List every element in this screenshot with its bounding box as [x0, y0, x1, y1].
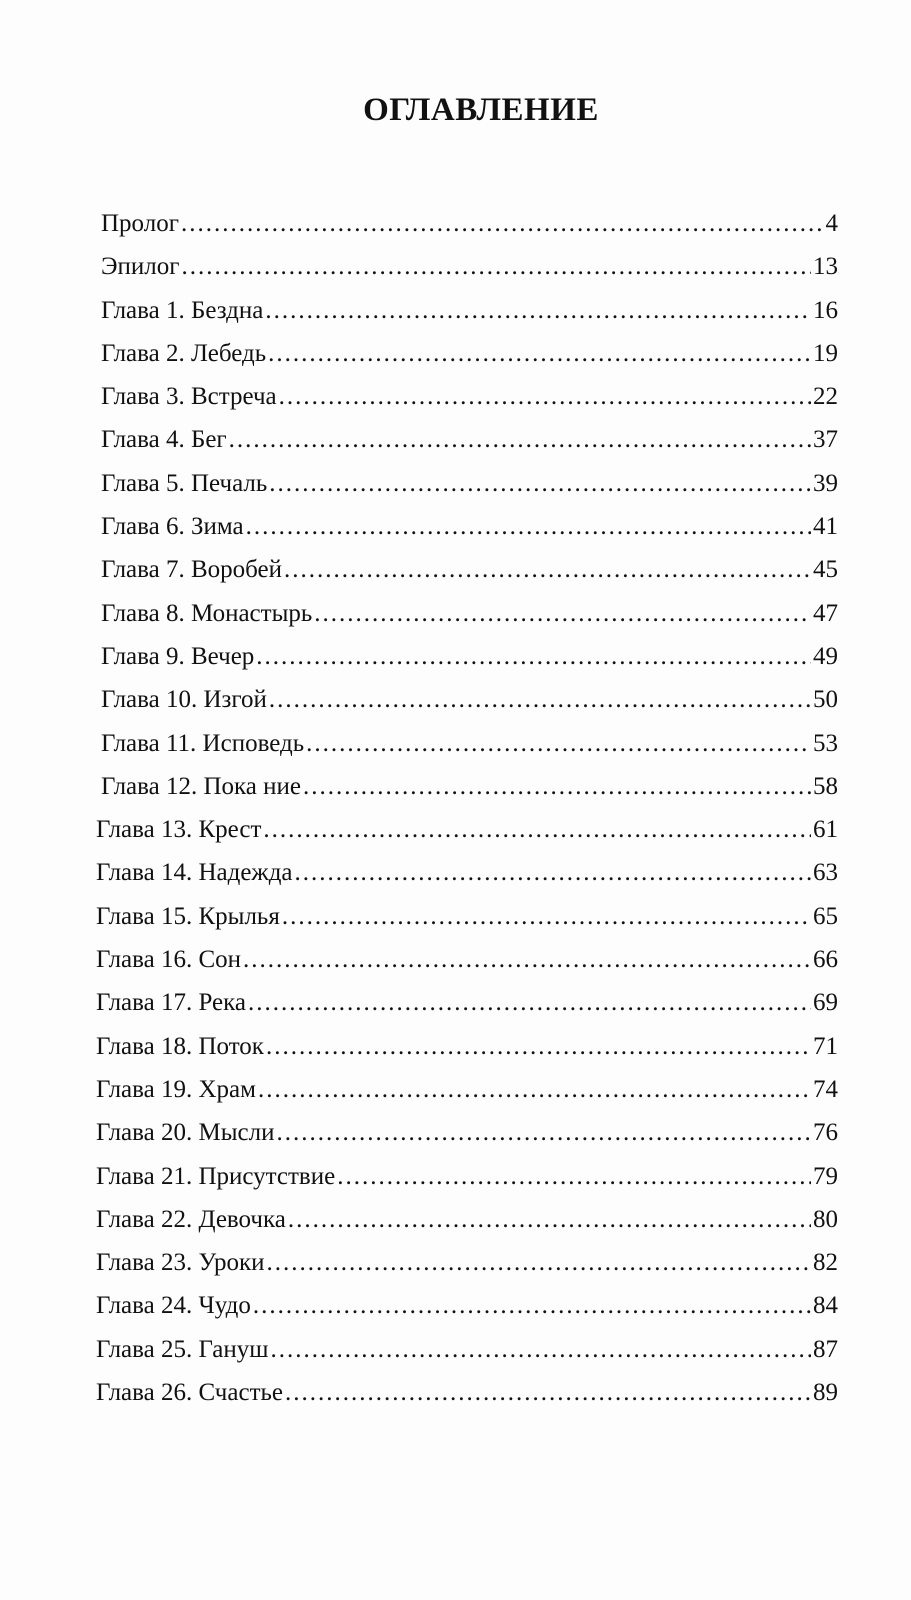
toc-entry: [96, 946, 838, 989]
toc-entry-page: 47: [813, 599, 838, 627]
toc-entry: [96, 1292, 838, 1335]
toc-entry-title: Глава 24. Чудо: [96, 1292, 251, 1320]
dot-leader: [267, 1249, 812, 1277]
toc-entry: [96, 1379, 838, 1422]
toc-entry-page: 66: [813, 946, 838, 974]
dot-leader: [285, 1379, 811, 1407]
dot-leader: [229, 426, 811, 454]
toc-entry: [96, 1119, 838, 1162]
dot-leader: [181, 210, 824, 238]
toc-entry-page: 89: [813, 1379, 838, 1407]
toc-entry-page: 53: [813, 729, 838, 757]
dot-leader: [279, 383, 811, 411]
dot-leader: [282, 903, 811, 931]
toc-entry-title: Глава 12. Пока ние: [101, 772, 301, 800]
toc-entry: [96, 1336, 838, 1379]
toc-entry-page: 71: [813, 1032, 838, 1060]
toc-entry-page: 74: [813, 1075, 838, 1103]
toc-entry-page: 80: [813, 1205, 838, 1233]
dot-leader: [268, 340, 811, 368]
toc-entry-title: Глава 2. Лебедь: [101, 339, 267, 367]
dot-leader: [269, 470, 811, 498]
toc-entry: [96, 816, 838, 859]
toc-entry-title: Глава 13. Крест: [96, 816, 262, 844]
table-of-contents: [96, 210, 838, 1422]
toc-entry-title: Глава 19. Храм: [96, 1075, 256, 1103]
toc-entry: [101, 470, 838, 513]
toc-entry-title: Глава 9. Вечер: [101, 642, 255, 670]
dot-leader: [182, 253, 812, 281]
toc-entry-page: 37: [813, 426, 838, 454]
toc-entry-page: 45: [813, 556, 838, 584]
toc-entry-title: Пролог: [101, 210, 179, 237]
toc-entry: [101, 686, 838, 729]
toc-entry-page: 61: [813, 816, 838, 844]
toc-entry: [101, 643, 838, 686]
dot-leader: [256, 643, 811, 671]
toc-entry-page: 82: [813, 1249, 838, 1277]
toc-entry-title: Глава 8. Монастырь: [101, 599, 313, 627]
toc-entry-page: 41: [813, 513, 838, 541]
dot-leader: [269, 686, 811, 714]
toc-entry-title: Эпилог: [101, 253, 180, 281]
toc-entry-title: Глава 26. Счастье: [96, 1379, 283, 1407]
dot-leader: [303, 773, 811, 801]
toc-entry: [101, 210, 838, 253]
toc-entry-title: Глава 23. Уроки: [96, 1249, 265, 1277]
dot-leader: [288, 1206, 811, 1234]
dot-leader: [271, 1336, 811, 1364]
toc-entry-title: Глава 25. Гануш: [96, 1335, 269, 1363]
toc-entry-title: Глава 10. Изгой: [101, 686, 267, 714]
toc-entry: [101, 556, 838, 599]
toc-entry: [96, 1206, 838, 1249]
toc-entry-title: Глава 16. Сон: [96, 946, 242, 974]
toc-entry-title: Глава 22. Девочка: [96, 1205, 286, 1233]
toc-entry: [96, 1163, 838, 1206]
toc-entry-page: 49: [813, 642, 838, 670]
toc-entry-title: Глава 18. Поток: [96, 1032, 264, 1060]
toc-entry-page: 63: [813, 859, 838, 887]
toc-entry-page: 19: [813, 339, 838, 367]
dot-leader: [258, 1076, 811, 1104]
dot-leader: [276, 1119, 811, 1147]
toc-entry-title: Глава 7. Воробей: [101, 556, 283, 584]
toc-entry-title: Глава 20. Мысли: [96, 1119, 275, 1147]
toc-entry: [101, 730, 838, 773]
toc-entry-title: Глава 15. Крылья: [96, 902, 280, 930]
toc-entry-title: Глава 11. Исповедь: [101, 729, 305, 757]
toc-entry-page: 65: [813, 902, 838, 930]
toc-entry-title: Глава 5. Печаль: [101, 469, 268, 497]
dot-leader: [306, 730, 811, 758]
toc-entry: [101, 253, 838, 296]
toc-entry: [96, 1076, 838, 1119]
toc-entry-title: Глава 14. Надежда: [96, 859, 293, 887]
dot-leader: [266, 1033, 811, 1061]
toc-entry: [101, 600, 838, 643]
dot-leader: [246, 513, 811, 541]
toc-entry-page: 79: [813, 1162, 838, 1190]
dot-leader: [253, 1292, 811, 1320]
toc-entry: [96, 989, 838, 1032]
page-title: ОГЛАВЛЕНИЕ: [363, 92, 599, 128]
toc-entry: [101, 383, 838, 426]
dot-leader: [284, 556, 811, 584]
toc-entry-title: Глава 21. Присутствие: [96, 1162, 336, 1190]
toc-entry-title: Глава 17. Река: [96, 989, 246, 1017]
toc-entry-page: 16: [813, 296, 838, 324]
toc-entry-page: 69: [813, 989, 838, 1017]
toc-entry: [101, 513, 838, 556]
toc-entry-page: 76: [813, 1119, 838, 1147]
toc-entry-page: 87: [813, 1335, 838, 1363]
toc-entry: [101, 426, 838, 469]
toc-entry: [96, 1033, 838, 1076]
dot-leader: [337, 1163, 811, 1191]
toc-entry: [101, 297, 838, 340]
toc-entry: [96, 859, 838, 902]
toc-entry-title: Глава 1. Бездна: [101, 296, 264, 324]
dot-leader: [295, 859, 811, 887]
dot-leader: [248, 989, 811, 1017]
dot-leader: [243, 946, 811, 974]
toc-entry-page: 13: [813, 253, 838, 281]
toc-entry: [101, 773, 838, 816]
toc-entry: [101, 340, 838, 383]
toc-entry-page: 58: [813, 772, 838, 800]
toc-entry-page: 22: [813, 383, 838, 411]
toc-entry-title: Глава 4. Бег: [101, 426, 227, 454]
dot-leader: [314, 600, 811, 628]
toc-entry-title: Глава 6. Зима: [101, 513, 244, 541]
dot-leader: [263, 816, 811, 844]
toc-entry-page: 39: [813, 469, 838, 497]
toc-entry: [96, 903, 838, 946]
toc-entry-page: 4: [825, 210, 838, 237]
toc-entry: [96, 1249, 838, 1292]
dot-leader: [265, 297, 811, 325]
toc-entry-title: Глава 3. Встреча: [101, 383, 277, 411]
toc-entry-page: 84: [813, 1292, 838, 1320]
toc-entry-page: 50: [813, 686, 838, 714]
